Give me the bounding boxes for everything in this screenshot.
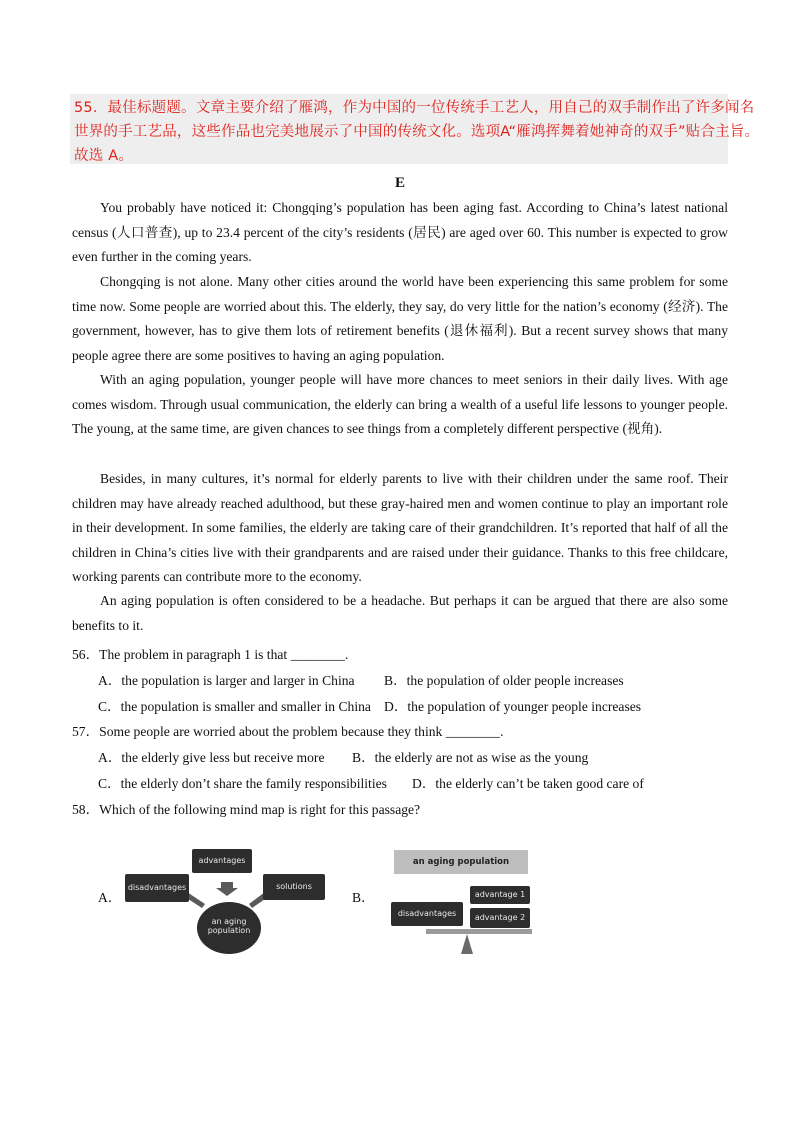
section-title: E [394, 175, 405, 191]
answer-line-1: 55．最佳标题题。文章主要介绍了雁鸿，作为中国的一位传统手工艺人，用自己的双手制作出了许多闻名 [74, 100, 755, 116]
mind-map-b-advantage-1-box: advantage 1 [470, 886, 530, 904]
question-57-stem: 57．Some people are worried about the problem because they think ________. [72, 724, 504, 739]
mind-map-a-advantages-box: advantages [192, 849, 252, 873]
question-57-option-b[interactable]: B．the elderly are not as wise as the young [352, 750, 589, 765]
mind-map-b-disadvantages-box: disadvantages [391, 902, 463, 926]
question-58-stem: 58．Which of the following mind map is right for this passage? [72, 802, 421, 817]
answer-line-2: 世界的手工艺品，这些作品也完美地展示了中国的传统文化。选项A“雁鸿挥舞着她神奇的双手”贴合主旨。 [74, 124, 760, 140]
mind-map-a-solutions-box: solutions [263, 874, 325, 900]
mind-map-a-center-line-2: population [207, 926, 251, 935]
question-57-option-d[interactable]: D．the elderly can’t be taken good care of [412, 776, 644, 791]
question-57-option-c[interactable]: C．the elderly don’t share the family responsibilities [98, 776, 387, 791]
mind-map-b-balance-scale [388, 848, 533, 956]
passage-paragraph-4: Besides, in many cultures, it’s normal for elderly parents to live with their children under the same roof. Their children may have already reached adulthood, but these gray-haired men and women continue to play an important role in their development. In some families, the elderly are taking care of their grandchildren. It’s reported that half of all the children in China’s cities live with their grandparents and are raised under their guidance. Thanks to this free childcare, working parents can contribute more to the economy. [72, 471, 728, 584]
question-58-option-a-label[interactable]: A． [98, 890, 122, 905]
question-56-option-c[interactable]: C．the population is smaller and smaller in China [98, 699, 371, 714]
mind-map-a-center-circle [197, 902, 261, 954]
question-56-stem: 56．The problem in paragraph 1 is that ________. [72, 647, 349, 662]
question-56-option-d[interactable]: D．the population of younger people increases [384, 699, 642, 714]
answer-line-3: 故选 A。 [74, 148, 134, 164]
passage-paragraph-1: You probably have noticed it: Chongqing’s population has been aging fast. According to China’s latest national census (人口普查), up to 23.4 percent of the city’s residents (居民) are aged over 60. This number is expected to grow even further in the coming years. [72, 200, 728, 264]
passage-paragraph-2: Chongqing is not alone. Many other cities around the world have been experiencing this same problem for some time now. Some people are worried about this. The elderly, they say, do very little for the nation’s economy (经济). The government, however, has to give them lots of retirement benefits (退休福利). But a recent survey shows that many people agree there are some positives to having an aging population. [72, 274, 728, 363]
mind-map-a-center-line-1: an aging [211, 917, 247, 926]
mind-map-a-disadvantages-box: disadvantages [125, 874, 189, 902]
mind-map-b-header: an aging population [394, 850, 528, 874]
question-56-option-b[interactable]: B．the population of older people increases [384, 673, 624, 688]
passage-paragraph-5: An aging population is often considered to be a headache. But perhaps it can be argued that there are also some benefits to it. [72, 593, 728, 633]
mind-map-b[interactable] [388, 848, 533, 956]
passage-paragraph-3: With an aging population, younger people will have more chances to meet seniors in their daily lives. With age comes wisdom. Through usual communication, the elderly can bring a wealth of a useful life lessons to younger people. The young, at the same time, are given chances to see things from a completely different perspective (视角). [72, 372, 728, 436]
question-58-option-b-label[interactable]: B． [352, 890, 375, 905]
mind-map-a[interactable] [125, 846, 330, 956]
mind-map-b-advantage-2-box: advantage 2 [470, 908, 530, 928]
question-56-option-a[interactable]: A．the population is larger and larger in China [98, 673, 355, 688]
question-57-option-a[interactable]: A．the elderly give less but receive more [98, 750, 325, 765]
